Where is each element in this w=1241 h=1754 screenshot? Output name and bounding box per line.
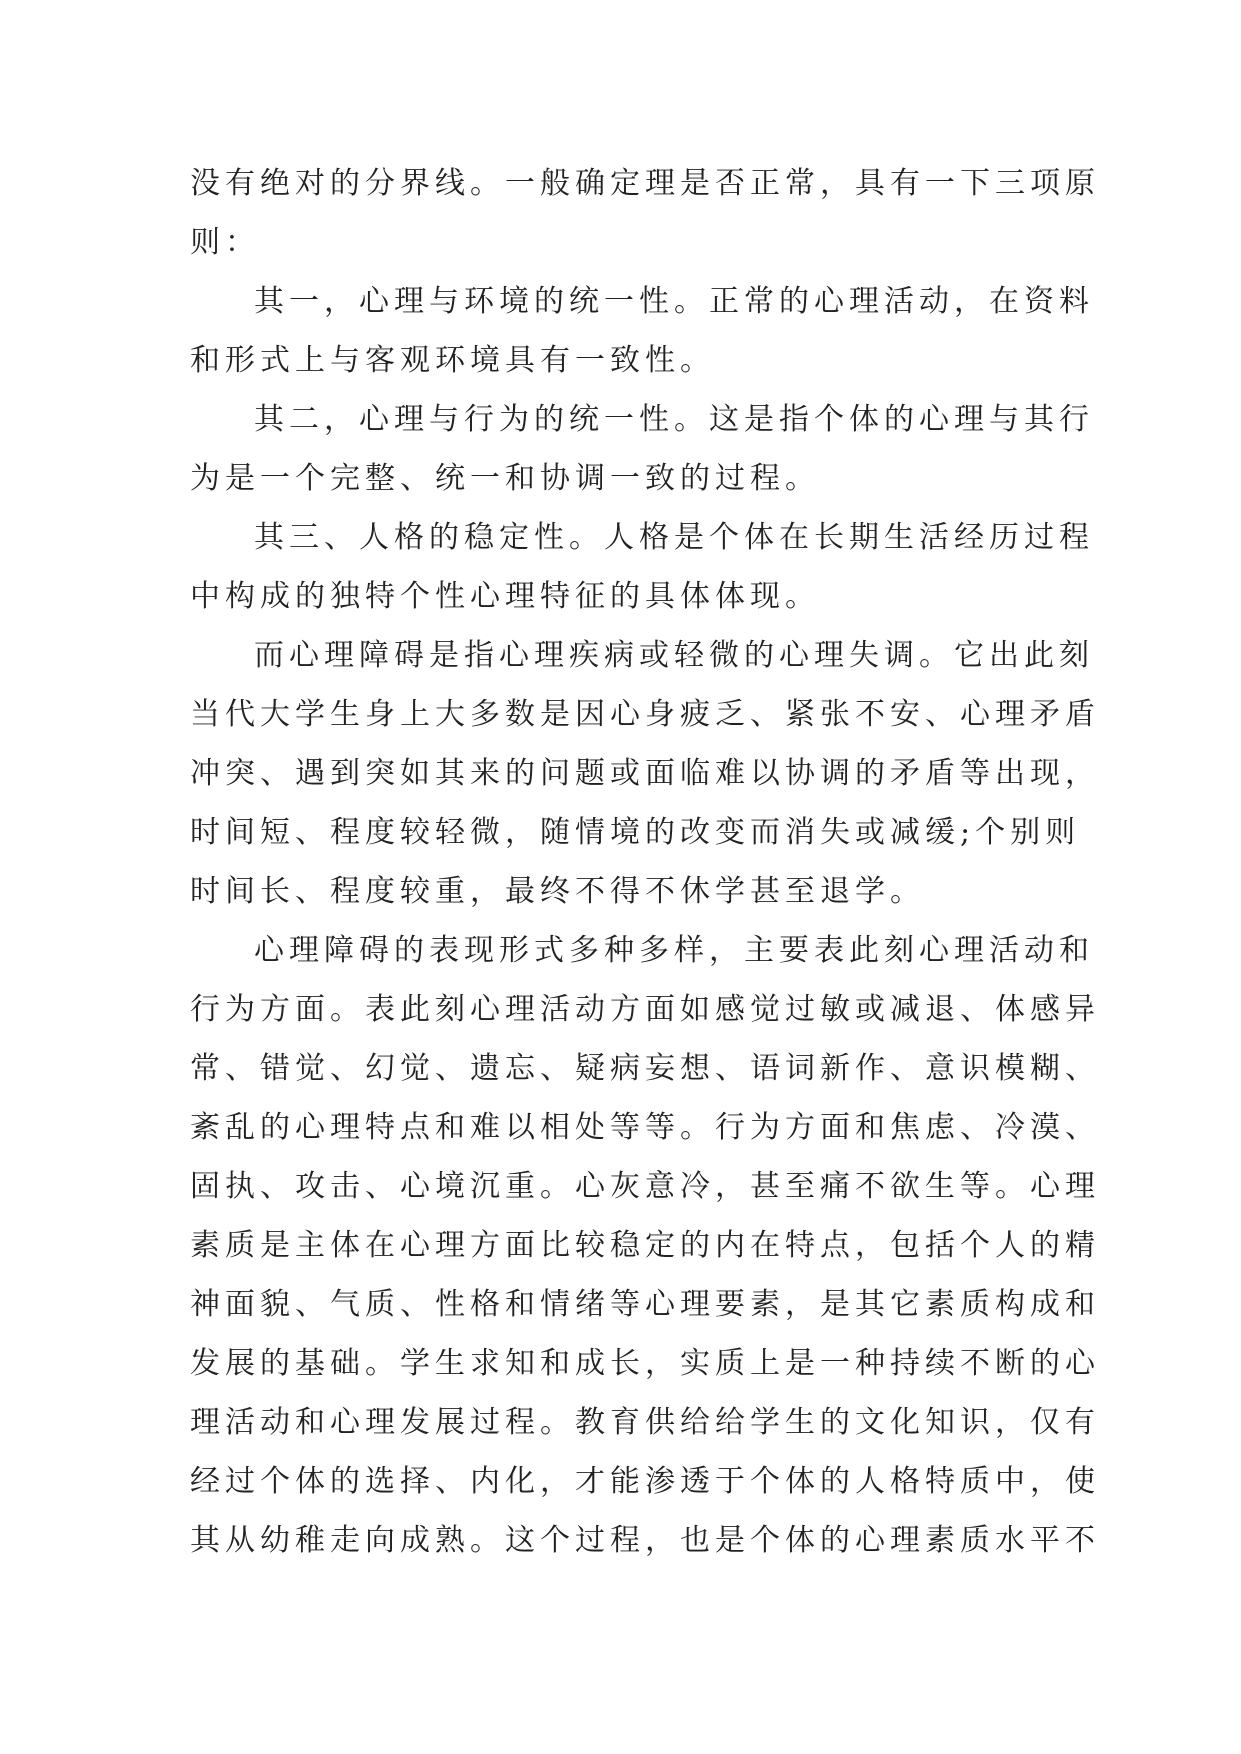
document-line: 而心理障碍是指心理疾病或轻微的心理失调。它出此刻 bbox=[254, 638, 1094, 673]
document-line: 常、错觉、幻觉、遗忘、疑病妄想、语词新作、意识模糊、 bbox=[190, 1051, 1100, 1086]
document-line: 固执、攻击、心境沉重。心灰意冷，甚至痛不欲生等。心理 bbox=[190, 1169, 1100, 1204]
document-line: 其从幼稚走向成熟。这个过程，也是个体的心理素质水平不 bbox=[190, 1523, 1100, 1558]
document-line: 为是一个完整、统一和协调一致的过程。 bbox=[190, 461, 820, 496]
document-line: 则： bbox=[190, 225, 260, 260]
document-line: 紊乱的心理特点和难以相处等等。行为方面和焦虑、冷漠、 bbox=[190, 1110, 1100, 1145]
document-line: 神面貌、气质、性格和情绪等心理要素，是其它素质构成和 bbox=[190, 1287, 1100, 1322]
document-line: 经过个体的选择、内化，才能渗透于个体的人格特质中，使 bbox=[190, 1464, 1100, 1499]
document-line: 中构成的独特个性心理特征的具体体现。 bbox=[190, 579, 820, 614]
document-line: 其二，心理与行为的统一性。这是指个体的心理与其行 bbox=[254, 402, 1094, 437]
document-line: 行为方面。表此刻心理活动方面如感觉过敏或减退、体感异 bbox=[190, 992, 1100, 1027]
document-line: 其一，心理与环境的统一性。正常的心理活动，在资料 bbox=[254, 284, 1094, 319]
document-line: 心理障碍的表现形式多种多样，主要表此刻心理活动和 bbox=[254, 933, 1094, 968]
document-line: 冲突、遇到突如其来的问题或面临难以协调的矛盾等出现， bbox=[190, 756, 1100, 791]
document-body bbox=[190, 154, 1100, 1570]
document-line: 理活动和心理发展过程。教育供给给学生的文化知识，仅有 bbox=[190, 1405, 1100, 1440]
document-line: 发展的基础。学生求知和成长，实质上是一种持续不断的心 bbox=[190, 1346, 1100, 1381]
document-line: 素质是主体在心理方面比较稳定的内在特点，包括个人的精 bbox=[190, 1228, 1100, 1263]
document-line: 其三、人格的稳定性。人格是个体在长期生活经历过程 bbox=[254, 520, 1094, 555]
document-line: 时间长、程度较重，最终不得不休学甚至退学。 bbox=[190, 874, 925, 909]
document-line: 时间短、程度较轻微，随情境的改变而消失或减缓;个别则 bbox=[190, 815, 1081, 850]
document-line: 和形式上与客观环境具有一致性。 bbox=[190, 343, 715, 378]
document-line: 没有绝对的分界线。一般确定理是否正常，具有一下三项原 bbox=[190, 166, 1100, 201]
document-line: 当代大学生身上大多数是因心身疲乏、紧张不安、心理矛盾 bbox=[190, 697, 1100, 732]
